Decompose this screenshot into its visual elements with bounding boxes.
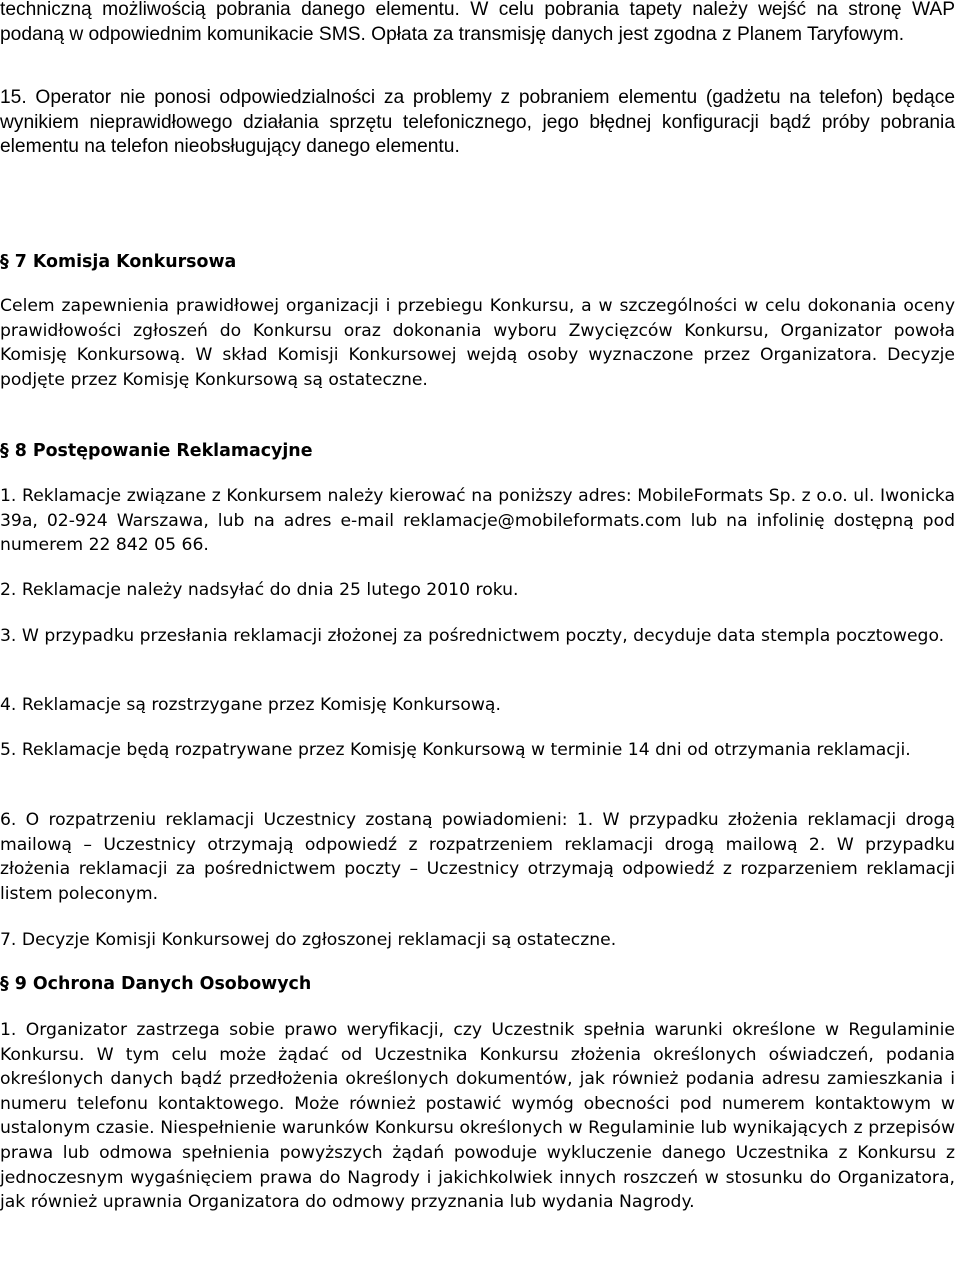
section-8-heading [0,439,312,463]
section-8-item-3: 3. W przypadku przesłania reklamacji złożonej za pośrednictwem poczty, decyduje data stempla pocztowego. [0,626,945,646]
section-7-title: 7 Komisja Konkursowa [14,252,237,272]
paragraph-item-15: 15. Operator nie ponosi odpowiedzialności za problemy z pobraniem elementu (gadżetu na telefon) będące wynikiem nieprawidłowego działania sprzętu telefonicznego, jego błędnej konfiguracji bądź próby pobrania elementu na telefon nieobsługujący danego elementu. [0,87,955,158]
section-symbol: § [0,441,9,461]
section-8-item-2: 2. Reklamacje należy nadsyłać do dnia 25 lutego 2010 roku. [0,580,519,600]
section-symbol: § [0,974,9,994]
section-9-title: 9 Ochrona Danych Osobowych [14,974,312,994]
section-7-body: Celem zapewnienia prawidłowej organizacji i przebiegu Konkursu, a w szczególności w celu dokonania oceny prawidłowości zgłoszeń do Konkursu oraz dokonania wyboru Zwycięzców Konkursu, Organizator powoła Komisję Konkursową. W skład Komisji Konkursowej wejdą osoby wyznaczone przez Organizatora. Decyzje podjęte przez Komisję Konkursową są ostateczne. [0,296,955,390]
section-8-item-7: 7. Decyzje Komisji Konkursowej do zgłoszonej reklamacji są ostateczne. [0,930,617,950]
section-symbol: § [0,252,9,272]
section-8-item-4: 4. Reklamacje są rozstrzygane przez Komisję Konkursową. [0,695,501,715]
section-8-item-1: 1. Reklamacje związane z Konkursem należy kierować na poniższy adres: MobileFormats Sp. z o.o. ul. Iwonicka 39a, 02-924 Warszawa, lub na adres e-mail reklamacje@mobileformats.com lub na infolinię dostępną pod numerem 22 842 05 66. [0,486,955,556]
section-9-body: 1. Organizator zastrzega sobie prawo weryfikacji, czy Uczestnik spełnia warunki określone w Regulaminie Konkursu. W tym celu może żądać od Uczestnika Konkursu złożenia określonych oświadczeń, podania określonych danych bądź przedłożenia określonych dokumentów, jak również podania adresu zamieszkania i numeru telefonu kontaktowego. Może również postawić wymóg obecności pod numerem kontaktowym w ustalonym czasie. Niespełnienie warunków Konkursu określonych w Regulaminie lub wynikających z przepisów prawa lub odmowa spełnienia powyższych żądań powoduje wykluczenie danego Uczestnika z Konkursu z jednoczesnym wygaśnięciem prawa do Nagrody i jakichkolwiek innych roszczeń w stosunku do Organizatora, jak również uprawnia Organizatora do odmowy przyznania lub wydania Nagrody. [0,1020,955,1213]
section-8-item-6: 6. O rozpatrzeniu reklamacji Uczestnicy zostaną powiadomieni: 1. W przypadku złożenia reklamacji drogą mailową – Uczestnicy otrzymają odpowiedź z rozpatrzeniem reklamacji drogą mailową 2. W przypadku złożenia reklamacji za pośrednictwem poczty – Uczestnicy otrzymają odpowiedź z rozparzeniem reklamacji listem poleconym. [0,810,955,904]
section-8-title: 8 Postępowanie Reklamacyjne [14,441,313,461]
section-9-heading [0,972,311,996]
paragraph-tapety: techniczną możliwością pobrania danego elementu. W celu pobrania tapety należy wejść na stronę WAP podaną w odpowiednim komunikacie SMS. Opłata za transmisję danych jest zgodna z Planem Taryfowym. [0,0,955,45]
section-8-item-5: 5. Reklamacje będą rozpatrywane przez Komisję Konkursową w terminie 14 dni od otrzymania reklamacji. [0,740,911,760]
section-7-heading [0,250,236,274]
